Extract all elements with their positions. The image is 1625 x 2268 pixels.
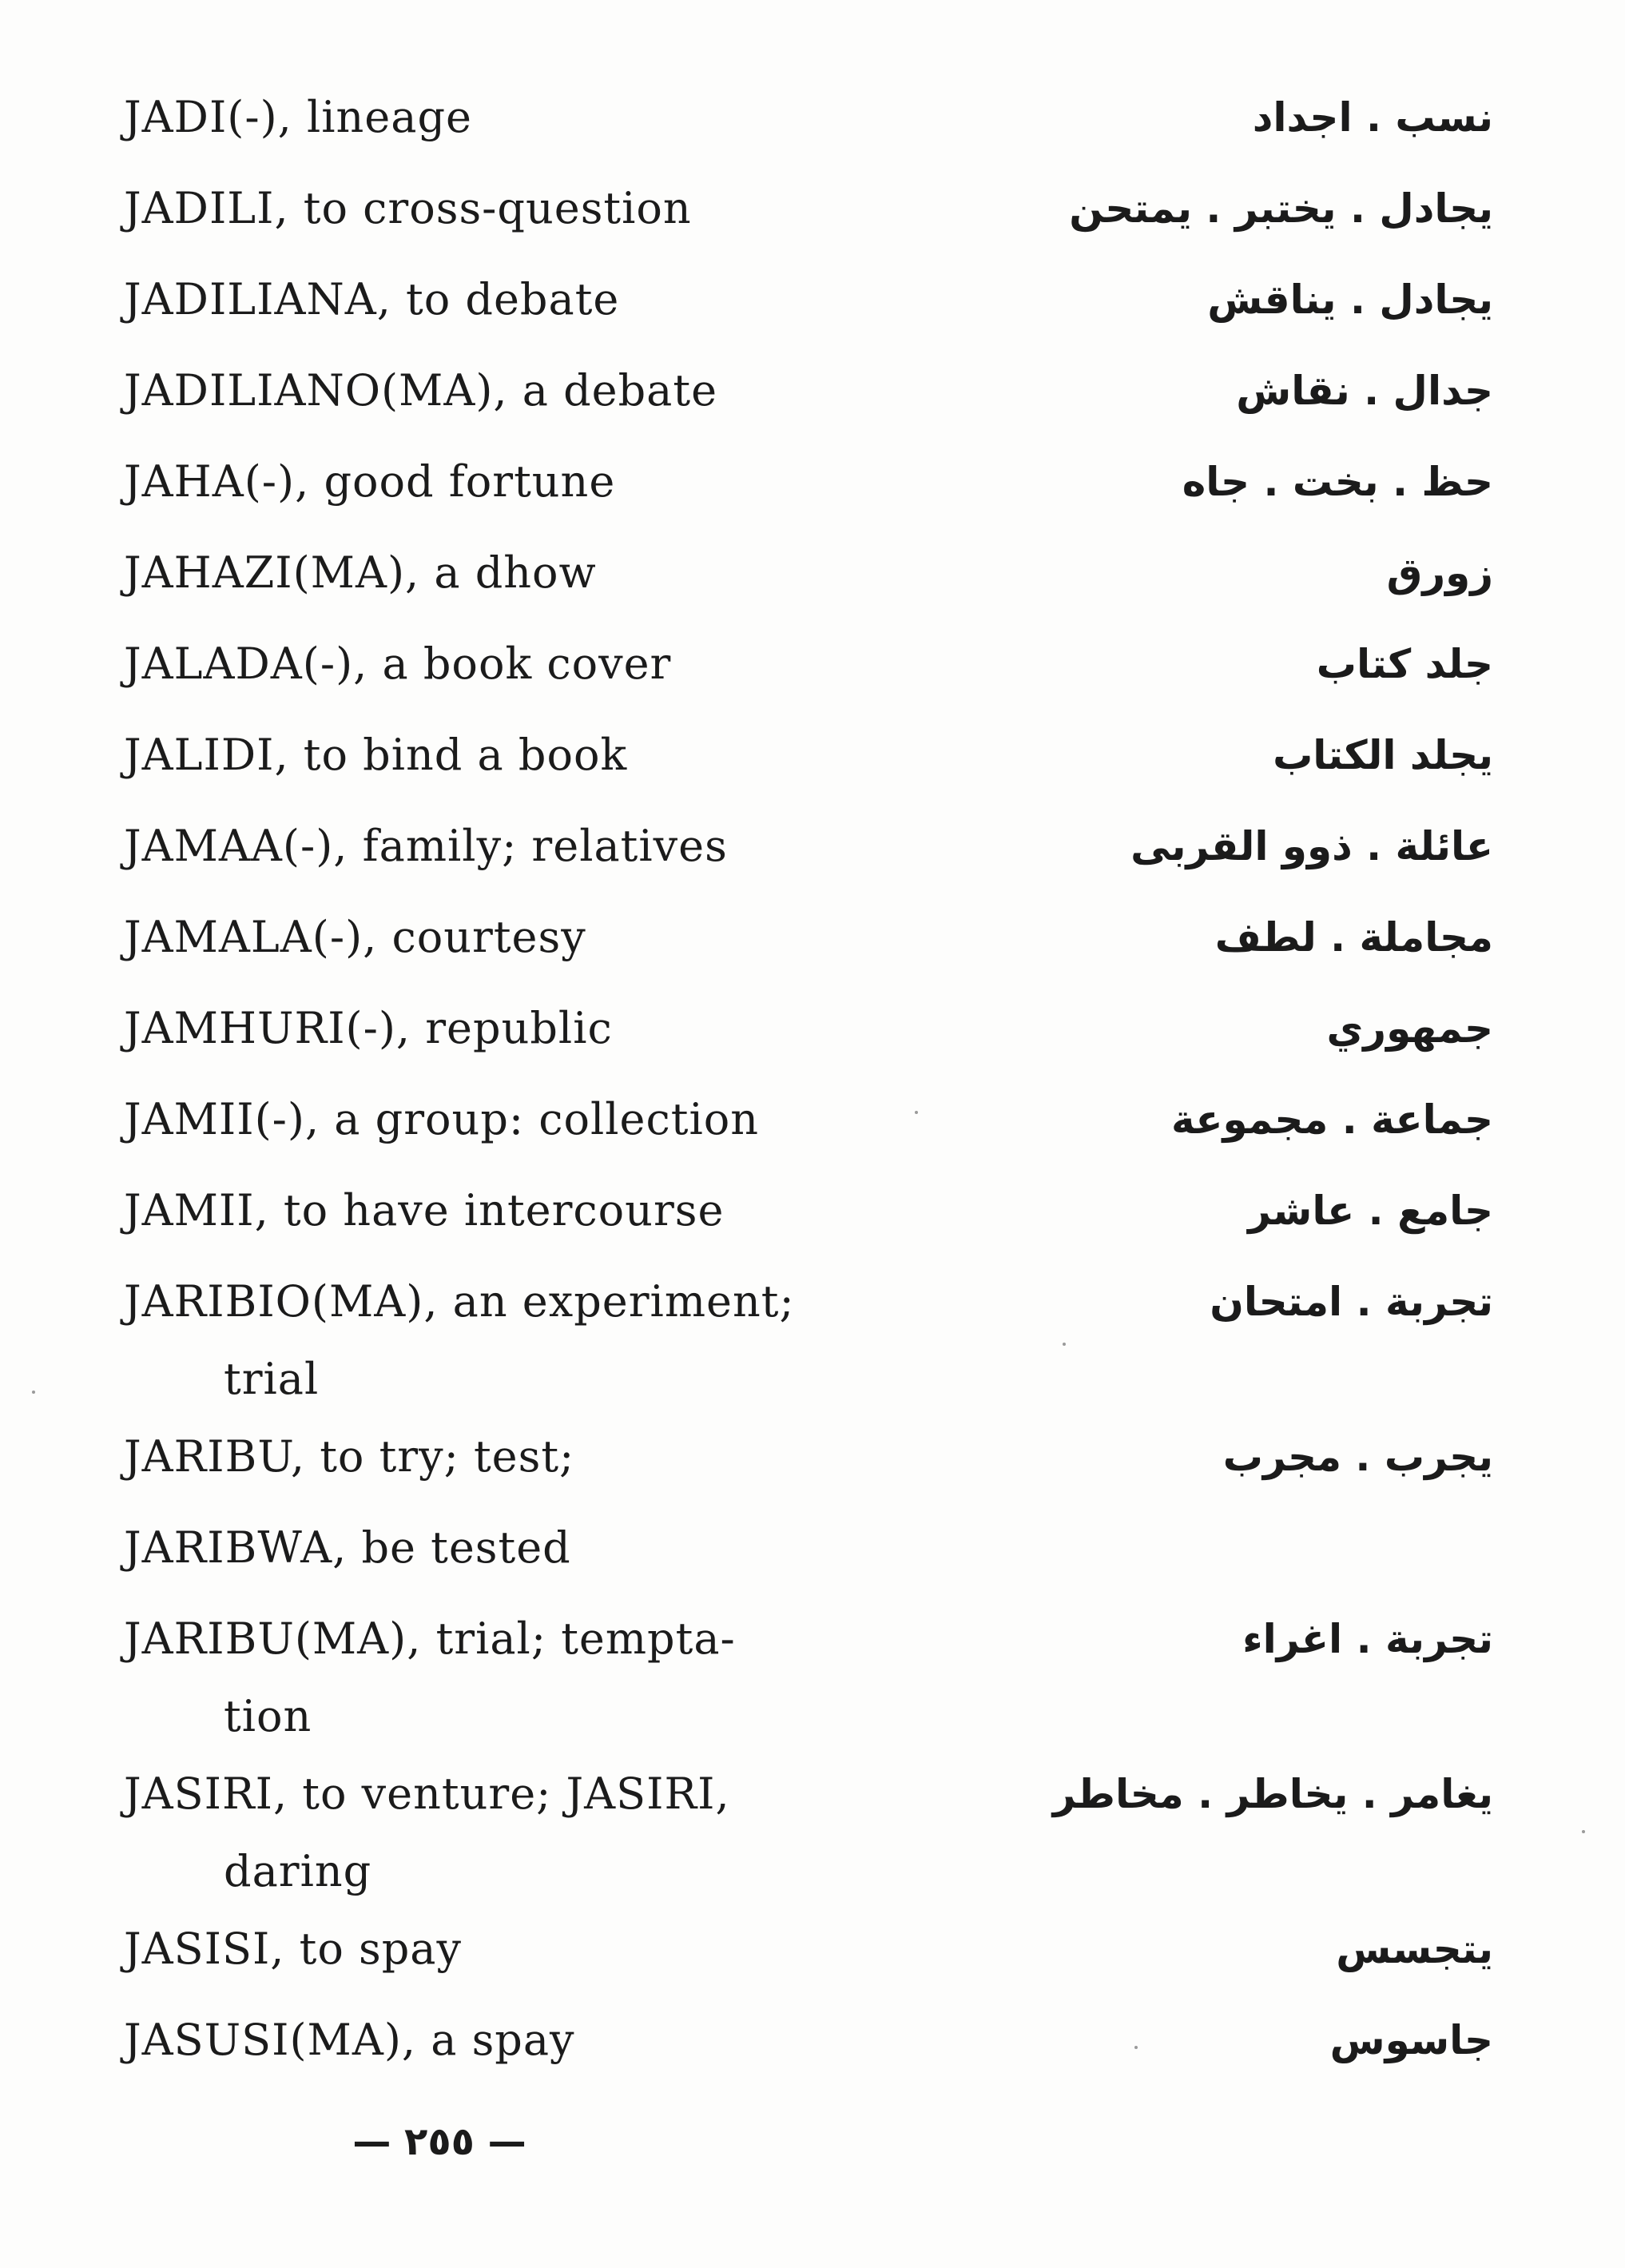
entry-arabic-translation: جامع . عاشر xyxy=(1248,1188,1493,1234)
entry-arabic-translation: يجلد الكتاب xyxy=(1273,732,1493,778)
entry-arabic-translation: يغامر . يخاطر . مخاطر xyxy=(1052,1771,1493,1817)
entry-arabic-translation: مجاملة . لطف xyxy=(1214,914,1493,961)
entry-headword: JARIBU, to try; test; xyxy=(124,1431,575,1482)
entry-arabic-translation: يجادل . يناقش xyxy=(1207,277,1493,323)
entry-arabic-translation: زورق xyxy=(1386,550,1493,596)
entry-arabic-translation: يتجسس xyxy=(1336,1926,1493,1972)
entry-arabic-translation: حظ . بخت . جاه xyxy=(1182,459,1493,505)
print-speck xyxy=(1063,1343,1066,1346)
entry-headword: JAHA(-), good fortune xyxy=(124,456,616,507)
entry-headword-continuation: daring xyxy=(224,1846,372,1896)
entry-arabic-translation: جماعة . مجموعة xyxy=(1171,1096,1493,1143)
entry-headword: JASIRI, to venture; JASIRI, xyxy=(124,1769,730,1819)
entry-arabic-translation: عائلة . ذوو القربى xyxy=(1130,823,1493,869)
entry-arabic-translation: جلد كتاب xyxy=(1316,641,1493,687)
print-speck xyxy=(915,1111,918,1114)
entry-arabic-translation: يجادل . يختبر . يمتحن xyxy=(1069,185,1493,232)
page-number: — ٢٥٥ — xyxy=(352,2119,526,2164)
entry-headword: JADI(-), lineage xyxy=(124,92,472,142)
entry-arabic-translation: تجربة . امتحان xyxy=(1210,1279,1493,1325)
entry-headword: JAMALA(-), courtesy xyxy=(124,912,586,962)
print-speck xyxy=(1134,2046,1138,2049)
entry-headword: JALADA(-), a book cover xyxy=(124,639,672,689)
entry-headword: JARIBWA, be tested xyxy=(124,1522,571,1573)
entry-arabic-translation: تجربة . اغراء xyxy=(1242,1616,1493,1662)
entry-arabic-translation: يجرب . مجرب xyxy=(1222,1434,1493,1480)
entry-headword: JASISI, to spay xyxy=(124,1924,462,1974)
entry-arabic-translation: نسب . اجداد xyxy=(1252,94,1493,141)
entry-headword: JAHAZI(MA), a dhow xyxy=(124,547,597,598)
entry-headword-continuation: trial xyxy=(224,1354,320,1404)
entry-headword: JADILI, to cross-question xyxy=(124,183,692,233)
entry-headword: JAMHURI(-), republic xyxy=(124,1003,613,1053)
print-speck xyxy=(1582,1830,1585,1833)
entry-arabic-translation: جاسوس xyxy=(1329,2017,1493,2063)
entry-headword: JADILIANO(MA), a debate xyxy=(124,365,718,416)
entry-headword: JAMAA(-), family; relatives xyxy=(124,821,728,871)
entry-headword: JADILIANA, to debate xyxy=(124,274,620,324)
entry-headword: JAMII(-), a group: collection xyxy=(124,1094,760,1144)
entry-headword-continuation: tion xyxy=(224,1691,312,1741)
entry-headword: JARIBIO(MA), an experiment; xyxy=(124,1276,795,1327)
entry-headword: JASUSI(MA), a spay xyxy=(124,2015,575,2065)
print-speck xyxy=(32,1391,35,1394)
entry-headword: JALIDI, to bind a book xyxy=(124,730,628,780)
entry-arabic-translation: جدال . نقاش xyxy=(1236,368,1493,414)
entry-arabic-translation: جمهوري xyxy=(1326,1005,1493,1052)
entry-headword: JAMII, to have intercourse xyxy=(124,1185,725,1235)
entry-headword: JARIBU(MA), trial; tempta- xyxy=(124,1613,736,1664)
